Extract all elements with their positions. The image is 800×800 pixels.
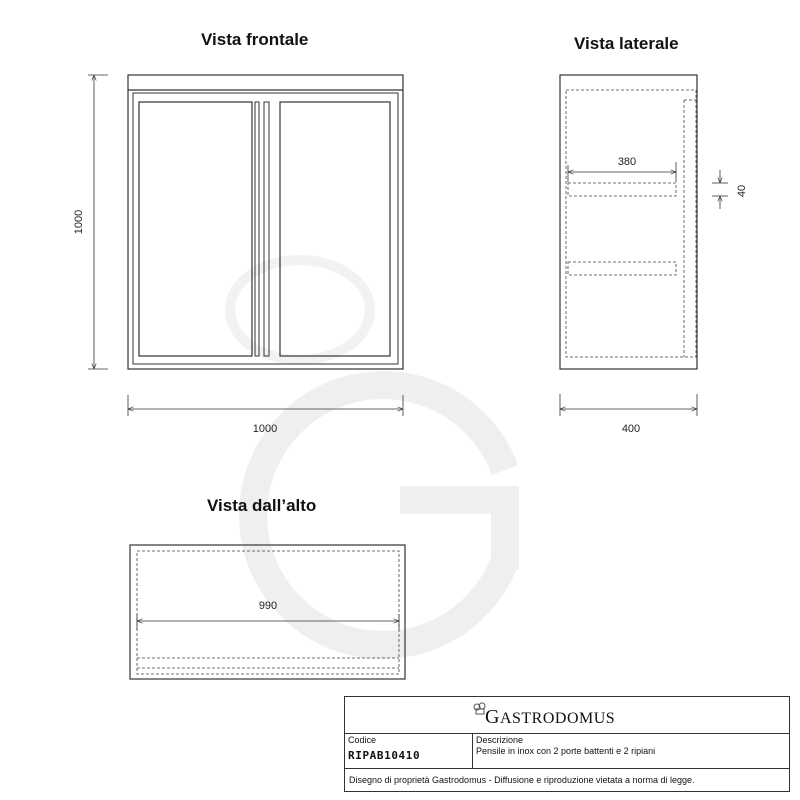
front-width-label: 1000 bbox=[252, 423, 278, 435]
side-view-title: Vista laterale bbox=[574, 34, 679, 53]
top-inner-width-label: 990 bbox=[258, 600, 278, 612]
description-label: Descrizione bbox=[476, 735, 524, 745]
lower-shelf bbox=[568, 262, 676, 275]
description-value: Pensile in inox con 2 porte battenti e 2 ripiani bbox=[476, 746, 656, 756]
code-label: Codice bbox=[348, 735, 377, 745]
side-depth-label: 400 bbox=[621, 423, 641, 435]
ownership-notice: Disegno di proprietà Gastrodomus - Diffusione e riproduzione vietata a norma di legge. bbox=[349, 775, 695, 785]
top-inner-width-dimension bbox=[137, 614, 399, 630]
top-view-title: Vista dall’alto bbox=[207, 496, 317, 515]
side-depth-dimension bbox=[560, 394, 697, 416]
code-cell bbox=[345, 733, 473, 769]
top-view-hidden-lines bbox=[137, 551, 399, 674]
right-door bbox=[280, 102, 390, 356]
left-door bbox=[139, 102, 252, 356]
side-view bbox=[560, 75, 697, 369]
front-height-label: 1000 bbox=[73, 209, 85, 235]
title-block-header bbox=[345, 697, 789, 734]
title-block bbox=[344, 696, 790, 792]
upper-shelf bbox=[568, 183, 676, 196]
front-view bbox=[128, 75, 403, 369]
code-value: RIPAB10410 bbox=[348, 749, 421, 762]
company-logo-text: GASTRODOMUS bbox=[485, 706, 616, 728]
front-height-dimension bbox=[88, 75, 108, 369]
shelf-thickness-dimension bbox=[712, 170, 728, 209]
description-cell bbox=[473, 733, 789, 769]
shelf-thickness-label: 40 bbox=[736, 184, 748, 198]
front-view-title: Vista frontale bbox=[201, 30, 309, 49]
shelf-depth-label: 380 bbox=[617, 156, 637, 168]
top-view bbox=[130, 545, 405, 679]
side-view-hidden-lines bbox=[566, 90, 696, 357]
front-width-dimension bbox=[128, 395, 403, 416]
